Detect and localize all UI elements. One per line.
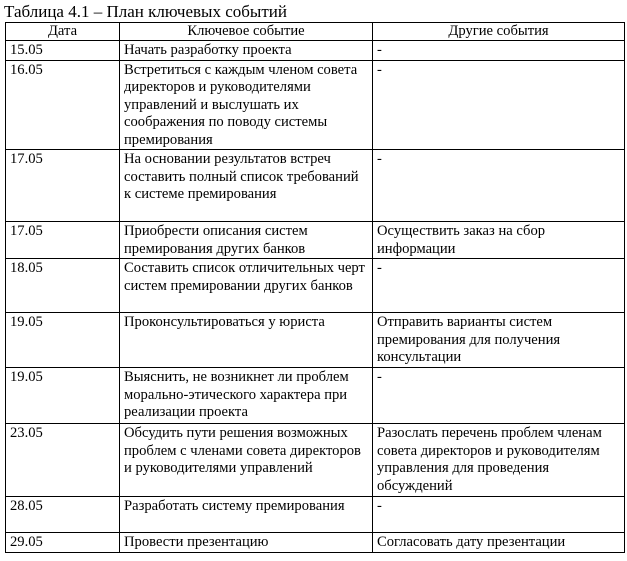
header-key-event: Ключевое событие	[120, 23, 373, 41]
key-event-cell: Проконсультироваться у юриста	[120, 313, 373, 368]
table-row	[6, 313, 625, 368]
date-cell: 16.05	[6, 60, 120, 150]
other-events-cell: -	[373, 60, 625, 150]
date-cell: 15.05	[6, 41, 120, 61]
date-cell: 17.05	[6, 150, 120, 222]
date-cell: 18.05	[6, 259, 120, 313]
date-cell: 19.05	[6, 313, 120, 368]
key-event-cell: Приобрести описания систем премирования других банков	[120, 222, 373, 259]
key-event-cell: Обсудить пути решения возможных проблем с членами совета директоров и руководителями управлений	[120, 424, 373, 497]
table-caption: Таблица 4.1 – План ключевых событий	[4, 2, 287, 21]
other-events-cell: -	[373, 150, 625, 222]
other-events-cell: Разослать перечень проблем членам совета директоров и руководителям управления для проведения обсуждений	[373, 424, 625, 497]
other-events-cell: -	[373, 41, 625, 61]
table-row	[6, 222, 625, 259]
other-events-cell: Согласовать дату презентации	[373, 533, 625, 553]
header-date: Дата	[6, 23, 120, 41]
table-row	[6, 497, 625, 533]
date-cell: 19.05	[6, 368, 120, 424]
table-row	[6, 60, 625, 150]
date-cell: 23.05	[6, 424, 120, 497]
table-header-row	[6, 23, 625, 41]
other-events-cell: -	[373, 497, 625, 533]
key-event-cell: Провести презентацию	[120, 533, 373, 553]
table-row	[6, 41, 625, 61]
other-events-cell: Осуществить заказ на сбор информации	[373, 222, 625, 259]
date-cell: 29.05	[6, 533, 120, 553]
table-row	[6, 424, 625, 497]
key-event-cell: Выяснить, не возникнет ли проблем морально-этического характера при реализации проекта	[120, 368, 373, 424]
table-row	[6, 368, 625, 424]
key-events-table	[5, 22, 625, 553]
table-row	[6, 150, 625, 222]
header-other-events: Другие события	[373, 23, 625, 41]
key-event-cell: Составить список отличительных черт систем премировании других банков	[120, 259, 373, 313]
table-row	[6, 533, 625, 553]
date-cell: 28.05	[6, 497, 120, 533]
other-events-cell: -	[373, 368, 625, 424]
other-events-cell: -	[373, 259, 625, 313]
key-event-cell: Разработать систему премирования	[120, 497, 373, 533]
other-events-cell: Отправить варианты систем премирования для получения консультации	[373, 313, 625, 368]
table-row	[6, 259, 625, 313]
date-cell: 17.05	[6, 222, 120, 259]
key-event-cell: Встретиться с каждым членом совета директоров и руководителями управлений и выслушать их соображения по поводу системы премирования	[120, 60, 373, 150]
key-event-cell: На основании результатов встреч составить полный список требований к системе премирования	[120, 150, 373, 222]
key-event-cell: Начать разработку проекта	[120, 41, 373, 61]
